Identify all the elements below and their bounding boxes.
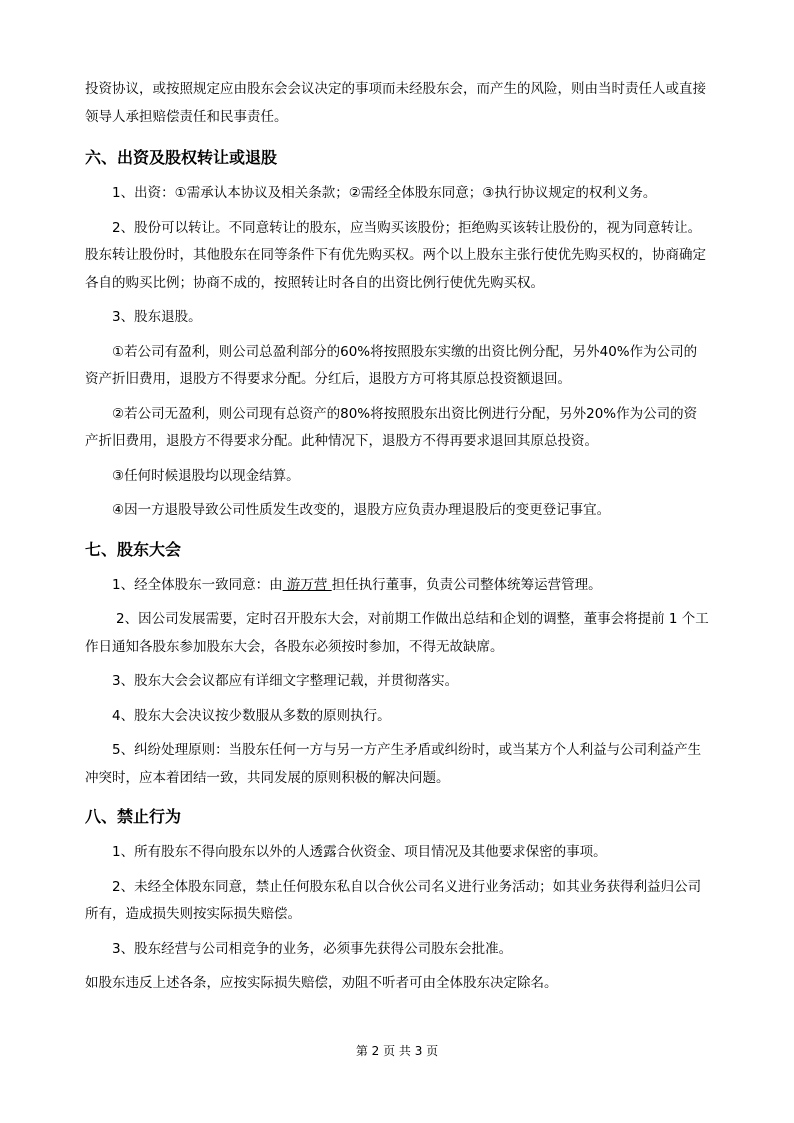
sec6-sub-3: ③任何时候退股均以现金结算。 (112, 467, 300, 484)
sec6-item-2: 2、股份可以转让。不同意转让的股东，应当购买该股份；拒绝购买该转让股份的，视为同意转让。股东转让股份时，其他股东在同等条件下有优先购买权。两个以上股东主张行使优先购买权的，协商确定各自的购买比例；协商不成的，按照转让时各自的出资比例行使优先购买权。 (85, 219, 706, 291)
executive-director-name: 游万营 (282, 576, 332, 593)
sec6-sub-4: ④因一方退股导致公司性质发生改变的，退股方应负责办理退股后的变更登记事宜。 (112, 502, 611, 518)
page-content (85, 76, 709, 998)
sec7-item-4: 4、股东大会决议按少数服从多数的原则执行。 (112, 707, 391, 724)
sec6-item-3: 3、股东退股。 (112, 309, 202, 325)
section-6-heading: 六、出资及股权转让或退股 (85, 148, 278, 167)
intro-paragraph: 投资协议，或按照规定应由股东会会议决定的事项而未经股东会，而产生的风险，则由当时责任人或直接领导人承担赔偿责任和民事责任。 (85, 81, 706, 125)
sec6-sub-2: ②若公司无盈利，则公司现有总资产的80%将按照股东出资比例进行分配，另外20%作为公司的资产折旧费用，退股方不得要求分配。此种情况下，退股方不得再要求退回其原总投资。 (85, 405, 698, 449)
sec7-item-3: 3、股东大会会议都应有详细文字整理记载，并贯彻落实。 (112, 673, 459, 689)
section-7-heading: 七、股东大会 (85, 539, 182, 559)
sec7-item-1-prefix: 1、经全体股东一致同意：由 (112, 576, 283, 593)
sec7-item-5: 5、纠纷处理原则：当股东任何一方与另一方产生矛盾或纠纷时，或当某方个人利益与公司利益产生冲突时，应本着团结一致，共同发展的原则积极的解决问题。 (85, 742, 702, 786)
sec7-item-1 (85, 572, 709, 600)
sec8-closing: 如股东违反上述各条，应按实际损失赔偿，劝阻不听者可由全体股东决定除名。 (85, 975, 558, 991)
sec7-item-2: 2、因公司发展需要，定时召开股东大会，对前期工作做出总结和企划的调整，董事会将提前 1 个工作日通知各股东参加股东大会，各股东必须按时参加，不得无故缺席。 (85, 611, 709, 655)
page-number-footer: 第 2 页 共 3 页 (355, 1044, 439, 1058)
section-8-heading: 八、禁止行为 (85, 807, 182, 826)
sec8-item-1: 1、所有股东不得向股东以外的人透露合伙资金、项目情况及其他要求保密的事项。 (112, 844, 607, 860)
sec7-item-1-suffix: 担任执行董事，负责公司整体统筹运营管理。 (331, 576, 602, 593)
sec6-item-1: 1、出资：①需承认本协议及相关条款；②需经全体股东同意；③执行协议规定的权利义务。 (112, 185, 657, 201)
sec8-item-3: 3、股东经营与公司相竞争的业务，必须事先获得公司股东会批准。 (112, 940, 513, 957)
sec6-sub-1: ①若公司有盈利，则公司总盈利部分的60%将按照股东实缴的出资比例分配，另外40%作为公司的资产折旧费用，退股方不得要求分配。分红后，退股方方可将其原总投资额退回。 (85, 343, 698, 387)
sec8-item-2: 2、未经全体股东同意，禁止任何股东私自以合伙公司名义进行业务活动；如其业务获得利益归公司所有，造成损失则按实际损失赔偿。 (85, 878, 702, 922)
